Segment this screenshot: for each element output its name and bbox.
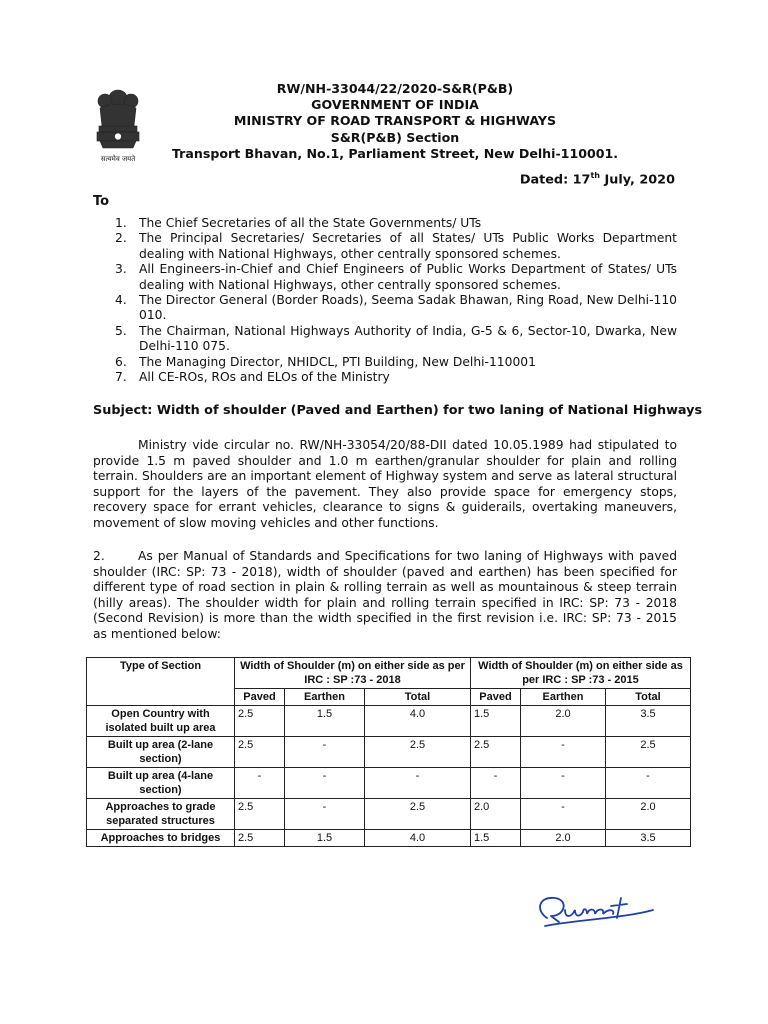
office-address: Transport Bhavan, No.1, Parliament Street, New Delhi-110001. — [171, 145, 619, 161]
table-cell: - — [521, 768, 606, 799]
column-header-paved-2015: Paved — [471, 689, 521, 706]
list-item: 5. The Chairman, National Highways Authority of India, G-5 & 6, Sector-10, Dwarka, New Delhi-110 075. — [115, 323, 677, 354]
table-row — [87, 830, 691, 847]
table-cell: 2.5 — [235, 799, 285, 830]
list-item: 3. All Engineers-in-Chief and Chief Engineers of Public Works Department of States/ UTs dealing with National Highways, other centrally sponsored schemes. — [115, 262, 677, 292]
paragraph-2: 2. As per Manual of Standards and Specifications for two laning of Highways with paved shoulder (IRC: SP: 73 - 2018), width of shoulder (paved and earthen) has been specified for different type of road section in plain & rolling terrain as well as mountainous & steep terrain (hilly areas). The shoulder width for plain and rolling terrain specified in IRC: SP: 73 - 2018 (Second Revision) is more than the width specified in the first revision i.e. IRC: SP: 73 - 2015 as mentioned below: — [93, 549, 677, 641]
table-cell: - — [365, 768, 471, 799]
table-cell: 2.5 — [471, 737, 521, 768]
table-row — [87, 737, 691, 768]
table-cell: 2.0 — [606, 799, 691, 830]
emblem-motto: सत्यमेव जयते — [100, 155, 136, 163]
recipient-list — [115, 216, 677, 385]
column-header-total-2015: Total — [606, 689, 691, 706]
table-cell: 1.5 — [471, 830, 521, 847]
government-title: GOVERNMENT OF INDIA — [311, 97, 479, 113]
list-item: 6. The Managing Director, NHIDCL, PTI Building, New Delhi-110001 — [115, 354, 536, 369]
table-cell: 2.5 — [235, 706, 285, 737]
table-cell: 3.5 — [606, 830, 691, 847]
table-cell: 1.5 — [285, 830, 365, 847]
table-cell: 2.5 — [235, 737, 285, 768]
list-item: 4. The Director General (Border Roads), Seema Sadak Bhawan, Ring Road, New Delhi-110 010. — [115, 293, 677, 323]
table-cell: 2.5 — [365, 737, 471, 768]
subject-line: Subject: Width of shoulder (Paved and Earthen) for two laning of National Highways — [93, 403, 703, 418]
table-cell: - — [285, 799, 365, 830]
section-title: S&R(P&B) Section — [330, 129, 460, 145]
paragraph-1: Ministry vide circular no. RW/NH-33054/20/88-DII dated 10.05.1989 had stipulated to provide 1.5 m paved shoulder and 1.0 m earthen/granular shoulder for plain and rolling terrain. Shoulders are an important element of Highway system and serve as lateral structural support for the layers of the pavement. They also provide space for emergency stops, recovery space for errant vehicles, clearance to signs & guiderails, overtaking maneuvers, movement of slow moving vehicles and other functions. — [93, 438, 677, 530]
table-cell: - — [235, 768, 285, 799]
column-group-2015: Width of Shoulder (m) on either side as per IRC : SP :73 - 2015 — [471, 658, 691, 689]
table-cell: 2.5 — [365, 799, 471, 830]
table-row — [87, 768, 691, 799]
to-label: To — [93, 194, 110, 209]
table-cell: - — [521, 799, 606, 830]
table-row — [87, 799, 691, 830]
table-cell: - — [521, 737, 606, 768]
row-label: Open Country with isolated built up area — [87, 706, 235, 737]
table-cell: - — [471, 768, 521, 799]
table-cell: 2.5 — [606, 737, 691, 768]
column-group-2018: Width of Shoulder (m) on either side as per IRC : SP :73 - 2018 — [235, 658, 471, 689]
table-cell: 2.0 — [521, 830, 606, 847]
table-cell: 2.0 — [521, 706, 606, 737]
row-label: Approaches to grade separated structures — [87, 799, 235, 830]
table-row — [87, 706, 691, 737]
reference-number: RW/NH-33044/22/2020-S&R(P&B) — [276, 81, 514, 96]
list-item: 7. All CE-ROs, ROs and ELOs of the Ministry — [115, 370, 390, 385]
table-cell: 1.5 — [471, 706, 521, 737]
table-cell: - — [285, 768, 365, 799]
row-label: Built up area (2-lane section) — [87, 737, 235, 768]
table-cell: - — [606, 768, 691, 799]
national-emblem-icon — [88, 86, 148, 168]
shoulder-width-table — [86, 657, 691, 847]
row-label: Built up area (4-lane section) — [87, 768, 235, 799]
column-header-paved-2018: Paved — [235, 689, 285, 706]
letter-header — [160, 81, 630, 162]
letter-date: Dated: 17th July, 2020 — [519, 171, 675, 188]
column-header-type: Type of Section — [87, 658, 235, 706]
ministry-title: MINISTRY OF ROAD TRANSPORT & HIGHWAYS — [233, 113, 557, 129]
table-cell: 4.0 — [365, 830, 471, 847]
column-header-earthen-2018: Earthen — [285, 689, 365, 706]
table-cell: 1.5 — [285, 706, 365, 737]
list-item: 1. The Chief Secretaries of all the State Governments/ UTs — [115, 216, 482, 230]
table-cell: 2.0 — [471, 799, 521, 830]
table-cell: 2.5 — [235, 830, 285, 847]
column-header-total-2018: Total — [365, 689, 471, 706]
column-header-earthen-2015: Earthen — [521, 689, 606, 706]
row-label: Approaches to bridges — [87, 830, 235, 847]
table-cell: 4.0 — [365, 706, 471, 737]
list-item: 2. The Principal Secretaries/ Secretaries of all States/ UTs Public Works Department dealing with National Highways, other centrally sponsored schemes. — [115, 231, 677, 261]
signature-image — [525, 880, 665, 940]
table-cell: 3.5 — [606, 706, 691, 737]
table-cell: - — [285, 737, 365, 768]
